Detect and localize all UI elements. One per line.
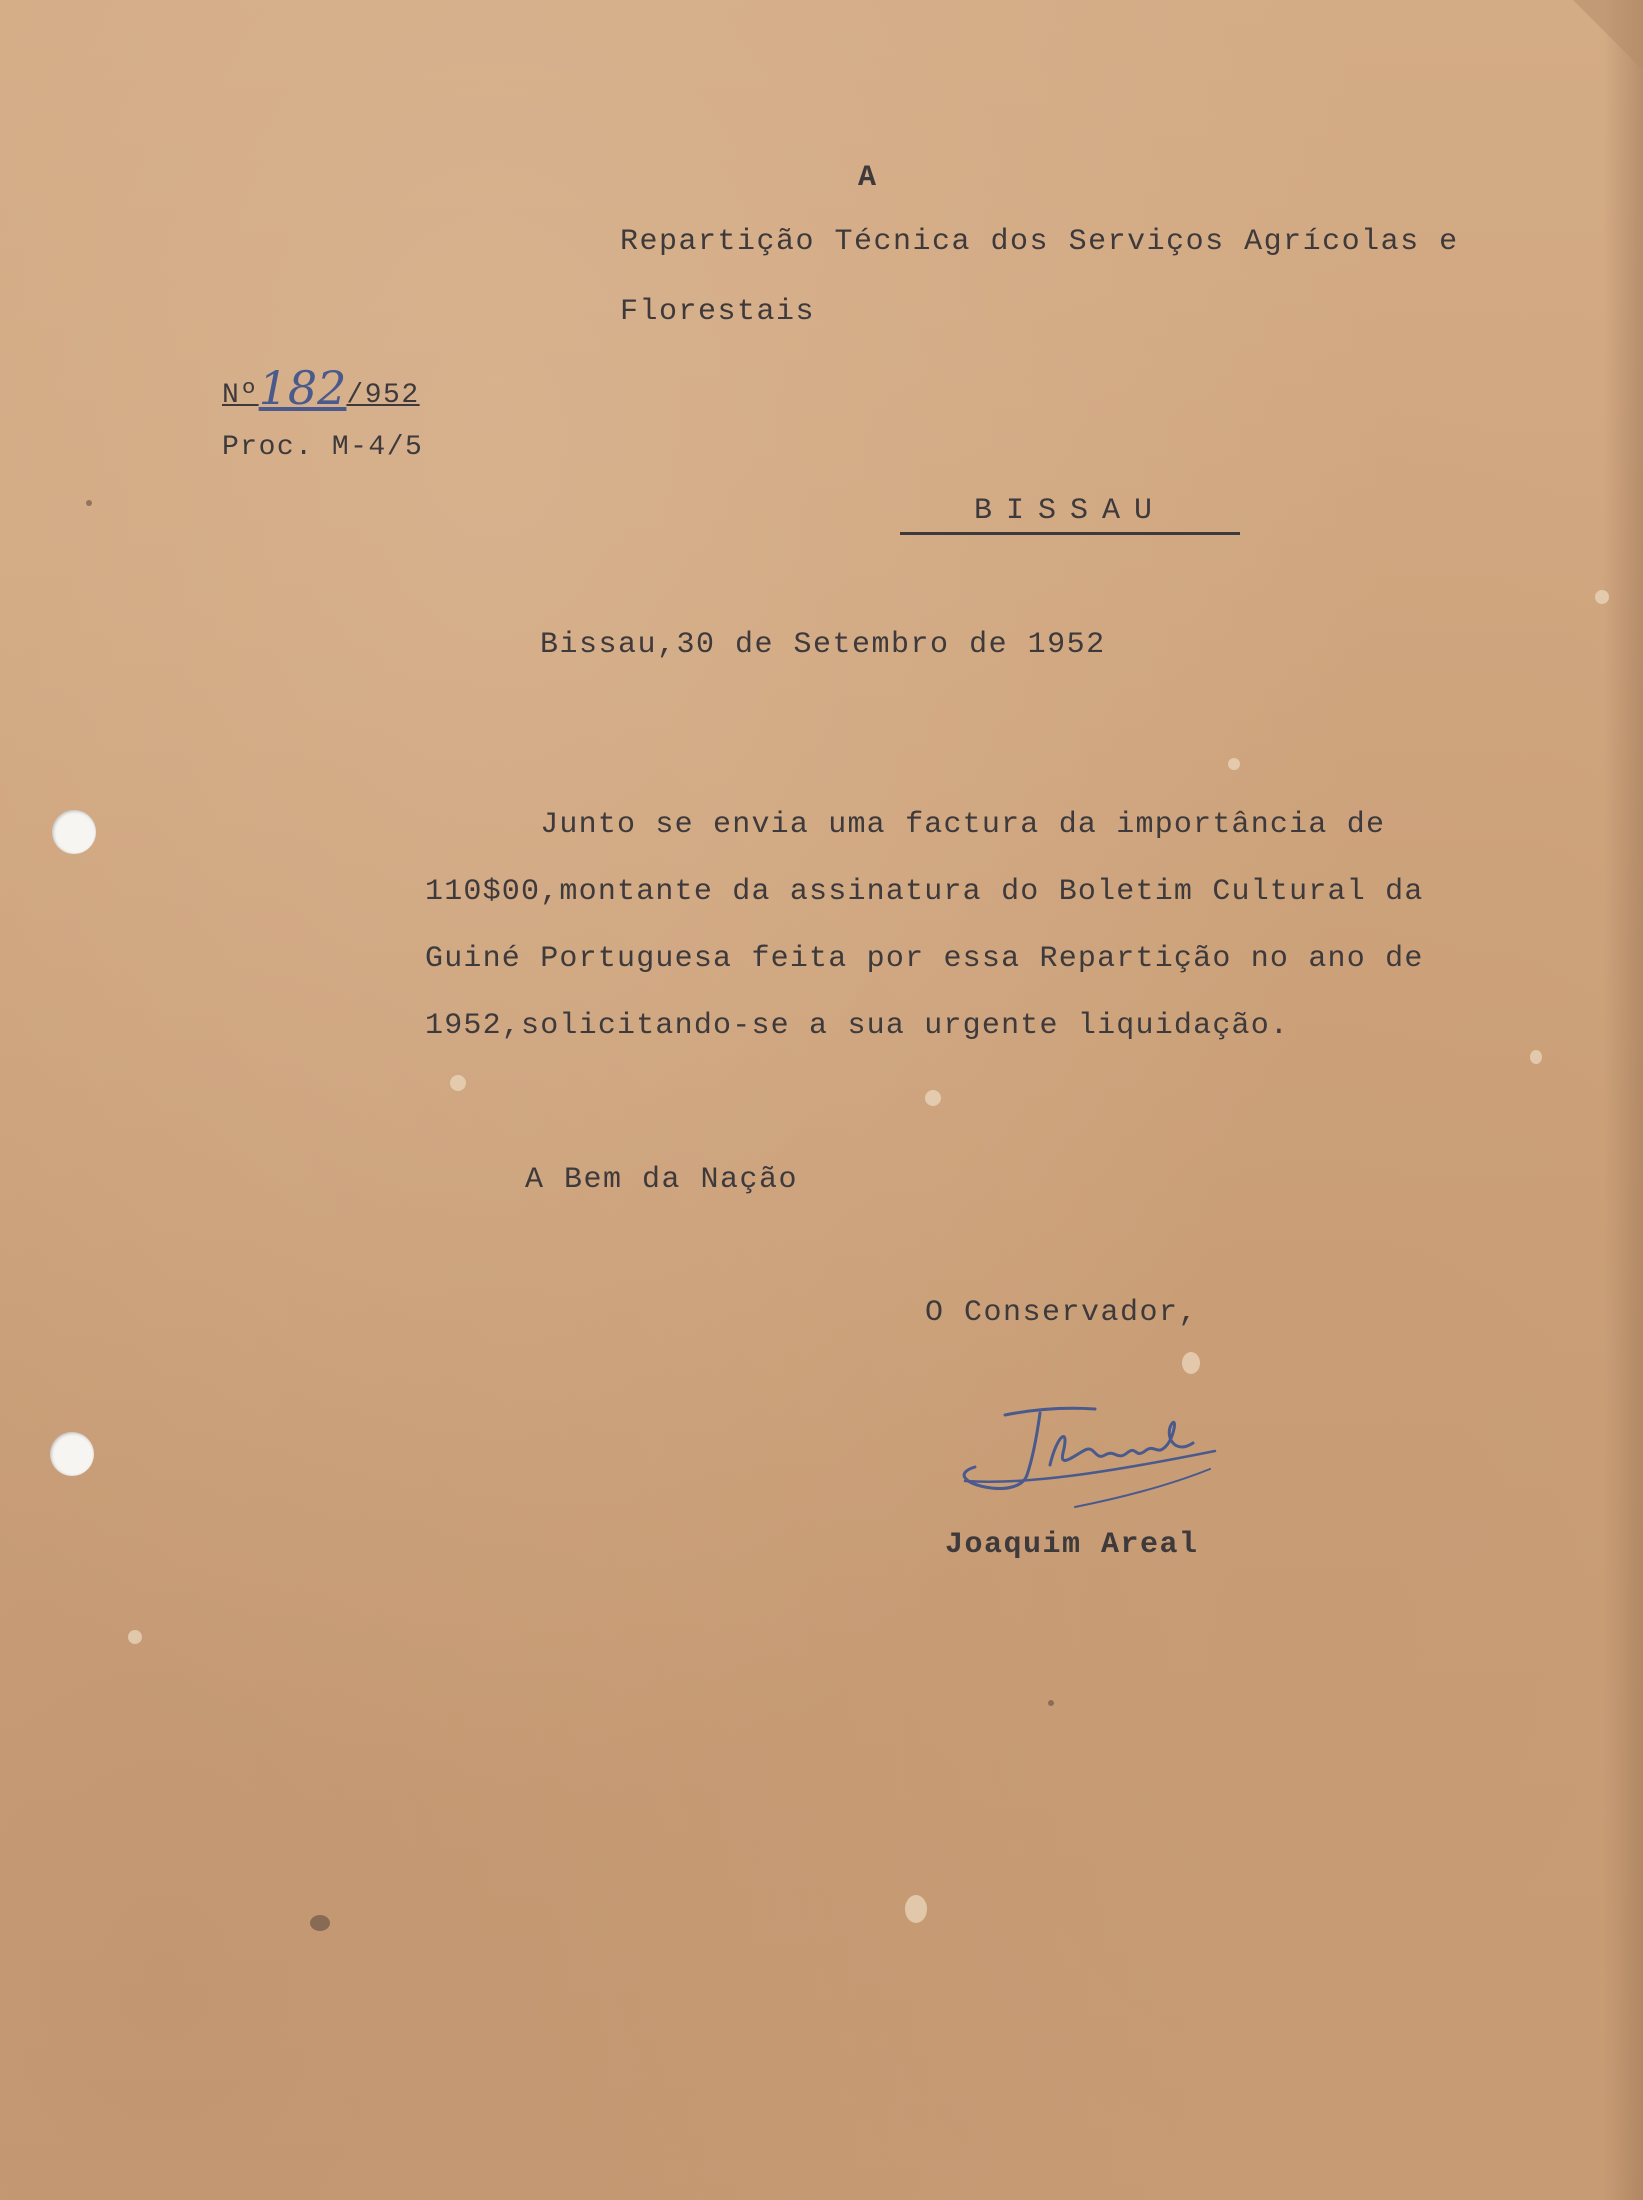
reference-number: [222, 361, 420, 415]
recipient-line-2: Florestais: [620, 295, 816, 329]
handwritten-signature-icon: [945, 1395, 1235, 1525]
punch-hole-icon: [50, 1432, 94, 1476]
destination-city: BISSAU: [900, 496, 1240, 535]
body-line: Guiné Portuguesa feita por essa Repartição no ano de: [425, 942, 1424, 976]
punch-hole-icon: [52, 810, 96, 854]
corner-fold: [1573, 0, 1643, 70]
paper-speck: [905, 1895, 927, 1923]
recipient-prefix: A: [858, 161, 878, 195]
paper-speck: [925, 1090, 941, 1106]
paper-speck: [86, 500, 92, 506]
reference-number-handwritten: 182: [258, 361, 347, 415]
paper-speck: [310, 1915, 330, 1931]
recipient-line-1: Repartição Técnica dos Serviços Agrícolas e: [620, 225, 1459, 259]
paper-speck: [1228, 758, 1240, 770]
body-line: Junto se envia uma factura da importância de: [425, 808, 1386, 842]
paper-speck: [1048, 1700, 1054, 1706]
paper-speck: [450, 1075, 466, 1091]
paper-edge-shadow: [1603, 0, 1643, 2200]
body-line: 1952,solicitando-se a sua urgente liquidação.: [425, 1009, 1290, 1043]
date-line: Bissau,30 de Setembro de 1952: [540, 628, 1106, 662]
paper-speck: [1595, 590, 1609, 604]
paper-speck: [128, 1630, 142, 1644]
reference-number-prefix: Nº: [222, 380, 259, 411]
process-reference: Proc. M-4/5: [222, 432, 424, 463]
body-line: 110$00,montante da assinatura do Boletim Cultural da: [425, 875, 1424, 909]
paper-speck: [1530, 1050, 1542, 1064]
closing-salutation: A Bem da Nação: [525, 1163, 799, 1197]
paper-speck: [1182, 1352, 1200, 1374]
signer-title: O Conservador,: [925, 1296, 1199, 1330]
signer-name: Joaquim Areal: [945, 1528, 1199, 1562]
reference-number-suffix: /952: [346, 380, 420, 411]
letter-body: [425, 792, 1475, 1060]
